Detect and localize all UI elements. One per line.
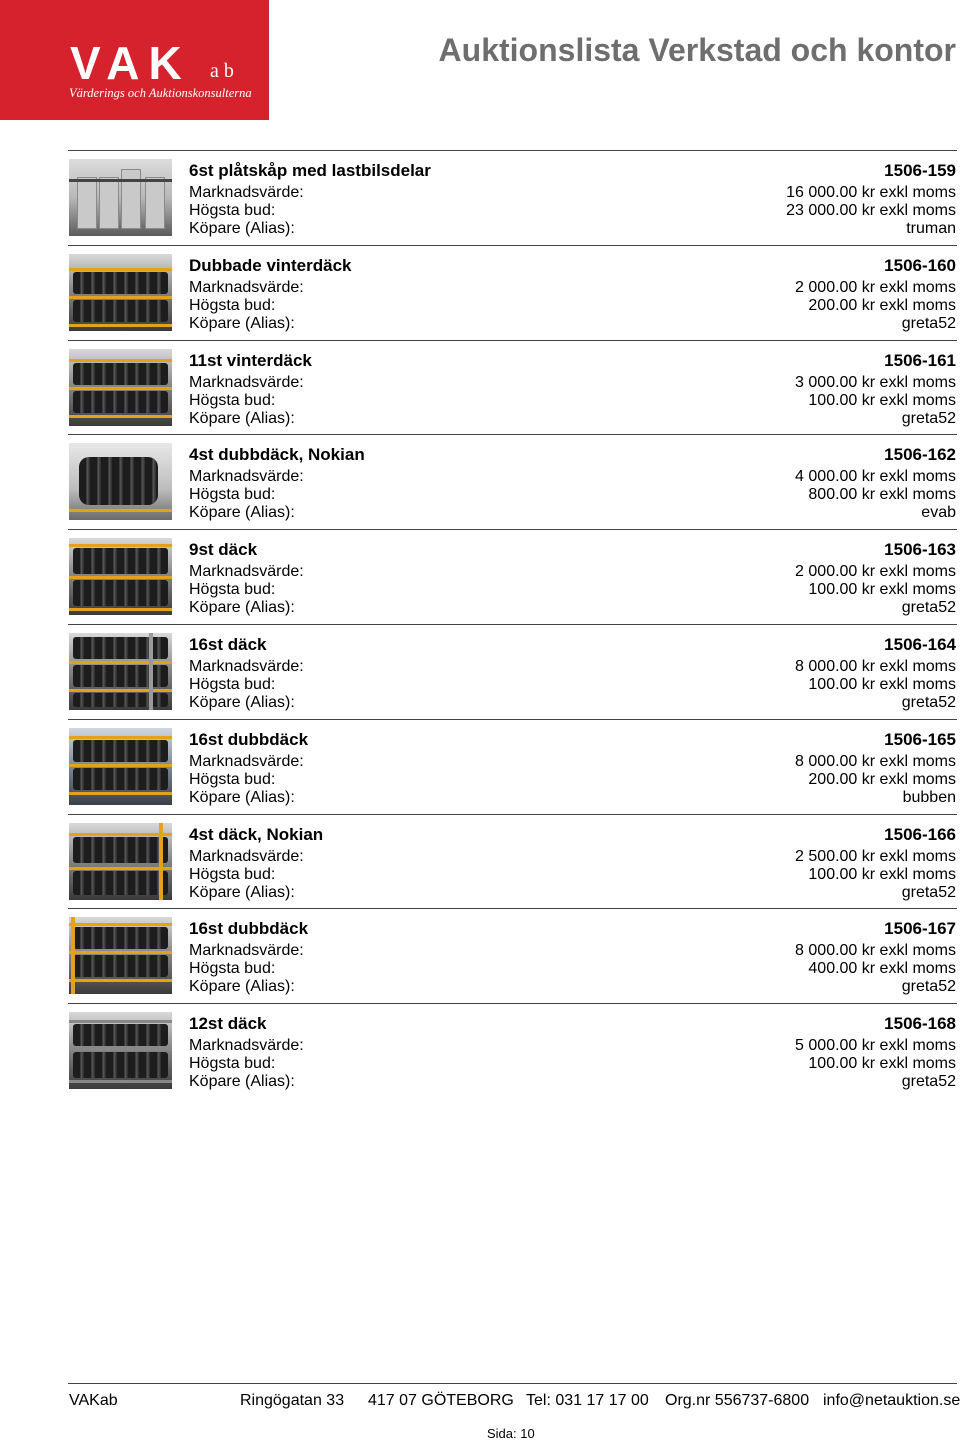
highest-bid-label: Högsta bud: (189, 296, 276, 314)
list-item (68, 150, 957, 245)
buyer-label: Köpare (Alias): (189, 788, 295, 806)
market-value: 5 000.00 kr exkl moms (795, 1037, 956, 1055)
buyer-alias: bubben (902, 788, 956, 806)
item-name: 16st däck (189, 634, 267, 654)
market-value-label: Marknadsvärde: (189, 468, 304, 486)
buyer-label: Köpare (Alias): (189, 504, 295, 522)
buyer-label: Köpare (Alias): (189, 883, 295, 901)
list-item (68, 434, 957, 529)
highest-bid: 100.00 kr exkl moms (808, 865, 956, 883)
footer-divider (68, 1383, 957, 1384)
highest-bid-label: Högsta bud: (189, 865, 276, 883)
market-value: 8 000.00 kr exkl moms (795, 752, 956, 770)
buyer-label: Köpare (Alias): (189, 693, 295, 711)
buyer-label: Köpare (Alias): (189, 409, 295, 427)
item-photo (69, 443, 172, 520)
highest-bid-label: Högsta bud: (189, 675, 276, 693)
market-value-label: Marknadsvärde: (189, 1037, 304, 1055)
buyer-alias: greta52 (901, 599, 956, 617)
highest-bid: 100.00 kr exkl moms (808, 1055, 956, 1073)
highest-bid-label: Högsta bud: (189, 202, 276, 219)
market-value: 16 000.00 kr exkl moms (786, 184, 956, 201)
item-name: 16st dubbdäck (189, 919, 309, 939)
item-number: 1506-164 (884, 634, 956, 654)
highest-bid: 200.00 kr exkl moms (808, 770, 956, 788)
highest-bid-label: Högsta bud: (189, 770, 276, 788)
page-number: Sida: 10 (487, 1426, 535, 1441)
item-photo (69, 633, 172, 710)
item-name: 6st plåtskåp med lastbilsdelar (189, 161, 431, 180)
highest-bid-label: Högsta bud: (189, 960, 276, 978)
item-photo (69, 823, 172, 900)
item-name: 16st dubbdäck (189, 729, 309, 749)
market-value: 8 000.00 kr exkl moms (795, 942, 956, 960)
footer-address: Ringögatan 33 (240, 1392, 345, 1409)
footer-phone: Tel: 031 17 17 00 (526, 1392, 649, 1409)
market-value: 3 000.00 kr exkl moms (795, 373, 956, 391)
highest-bid-label: Högsta bud: (189, 581, 276, 599)
item-number: 1506-160 (884, 255, 956, 275)
list-item (68, 624, 957, 719)
list-item (68, 719, 957, 814)
highest-bid: 23 000.00 kr exkl moms (786, 202, 956, 219)
item-photo (69, 917, 172, 994)
logo-tagline: Värderings och Auktionskonsulterna (69, 86, 252, 100)
item-name: 9st däck (189, 540, 258, 560)
highest-bid-label: Högsta bud: (189, 391, 276, 409)
buyer-alias: greta52 (901, 883, 956, 901)
item-name: Dubbade vinterdäck (189, 255, 352, 275)
highest-bid: 100.00 kr exkl moms (808, 391, 956, 409)
market-value-label: Marknadsvärde: (189, 184, 304, 201)
footer-city: 417 07 GÖTEBORG (368, 1392, 514, 1409)
item-name: 4st däck, Nokian (189, 824, 324, 844)
buyer-alias: truman (906, 220, 956, 237)
buyer-label: Köpare (Alias): (189, 1073, 295, 1091)
logo-text: VAK (70, 37, 191, 89)
buyer-alias: greta52 (901, 314, 956, 332)
buyer-label: Köpare (Alias): (189, 599, 295, 617)
highest-bid: 100.00 kr exkl moms (808, 675, 956, 693)
item-photo (69, 159, 172, 236)
market-value-label: Marknadsvärde: (189, 373, 304, 391)
item-photo (69, 728, 172, 805)
item-number: 1506-165 (884, 729, 956, 749)
vak-logo (0, 0, 269, 120)
item-number: 1506-162 (884, 445, 956, 465)
logo-suffix: ab (210, 60, 239, 82)
market-value-label: Marknadsvärde: (189, 752, 304, 770)
list-item (68, 814, 957, 909)
item-photo (69, 349, 172, 426)
item-number: 1506-161 (884, 350, 956, 370)
highest-bid-label: Högsta bud: (189, 1055, 276, 1073)
footer-company: VAKab (69, 1392, 118, 1409)
market-value-label: Marknadsvärde: (189, 657, 304, 675)
item-number: 1506-167 (884, 919, 956, 939)
buyer-label: Köpare (Alias): (189, 220, 295, 237)
list-item (68, 529, 957, 624)
highest-bid-label: Högsta bud: (189, 486, 276, 504)
footer-org: Org.nr 556737-6800 (665, 1392, 810, 1409)
item-number: 1506-163 (884, 540, 956, 560)
market-value: 4 000.00 kr exkl moms (795, 468, 956, 486)
highest-bid: 800.00 kr exkl moms (808, 486, 956, 504)
buyer-alias: greta52 (901, 978, 956, 996)
highest-bid: 400.00 kr exkl moms (808, 960, 956, 978)
item-photo (69, 538, 172, 615)
market-value-label: Marknadsvärde: (189, 942, 304, 960)
market-value-label: Marknadsvärde: (189, 563, 304, 581)
item-name: 4st dubbdäck, Nokian (189, 445, 365, 465)
list-item (68, 1003, 957, 1098)
highest-bid: 200.00 kr exkl moms (808, 296, 956, 314)
buyer-label: Köpare (Alias): (189, 314, 295, 332)
buyer-alias: greta52 (901, 693, 956, 711)
list-item (68, 340, 957, 435)
buyer-label: Köpare (Alias): (189, 978, 295, 996)
market-value-label: Marknadsvärde: (189, 847, 304, 865)
item-name: 11st vinterdäck (189, 350, 312, 370)
highest-bid: 100.00 kr exkl moms (808, 581, 956, 599)
auction-list (68, 150, 957, 1098)
item-number: 1506-168 (884, 1014, 956, 1034)
list-item (68, 245, 957, 340)
item-photo (69, 254, 172, 331)
market-value-label: Marknadsvärde: (189, 278, 304, 296)
list-item (68, 908, 957, 1003)
item-number: 1506-166 (884, 824, 956, 844)
item-photo (69, 1012, 172, 1089)
market-value: 2 500.00 kr exkl moms (795, 847, 956, 865)
market-value: 2 000.00 kr exkl moms (795, 563, 956, 581)
item-name: 12st däck (189, 1014, 267, 1034)
footer-email[interactable]: info@netauktion.se (823, 1392, 960, 1409)
market-value: 8 000.00 kr exkl moms (795, 657, 956, 675)
buyer-alias: evab (921, 504, 956, 522)
buyer-alias: greta52 (901, 1073, 956, 1091)
page-title: Auktionslista Verkstad och kontor (438, 32, 956, 68)
buyer-alias: greta52 (901, 409, 956, 427)
market-value: 2 000.00 kr exkl moms (795, 278, 956, 296)
item-number: 1506-159 (884, 161, 956, 180)
